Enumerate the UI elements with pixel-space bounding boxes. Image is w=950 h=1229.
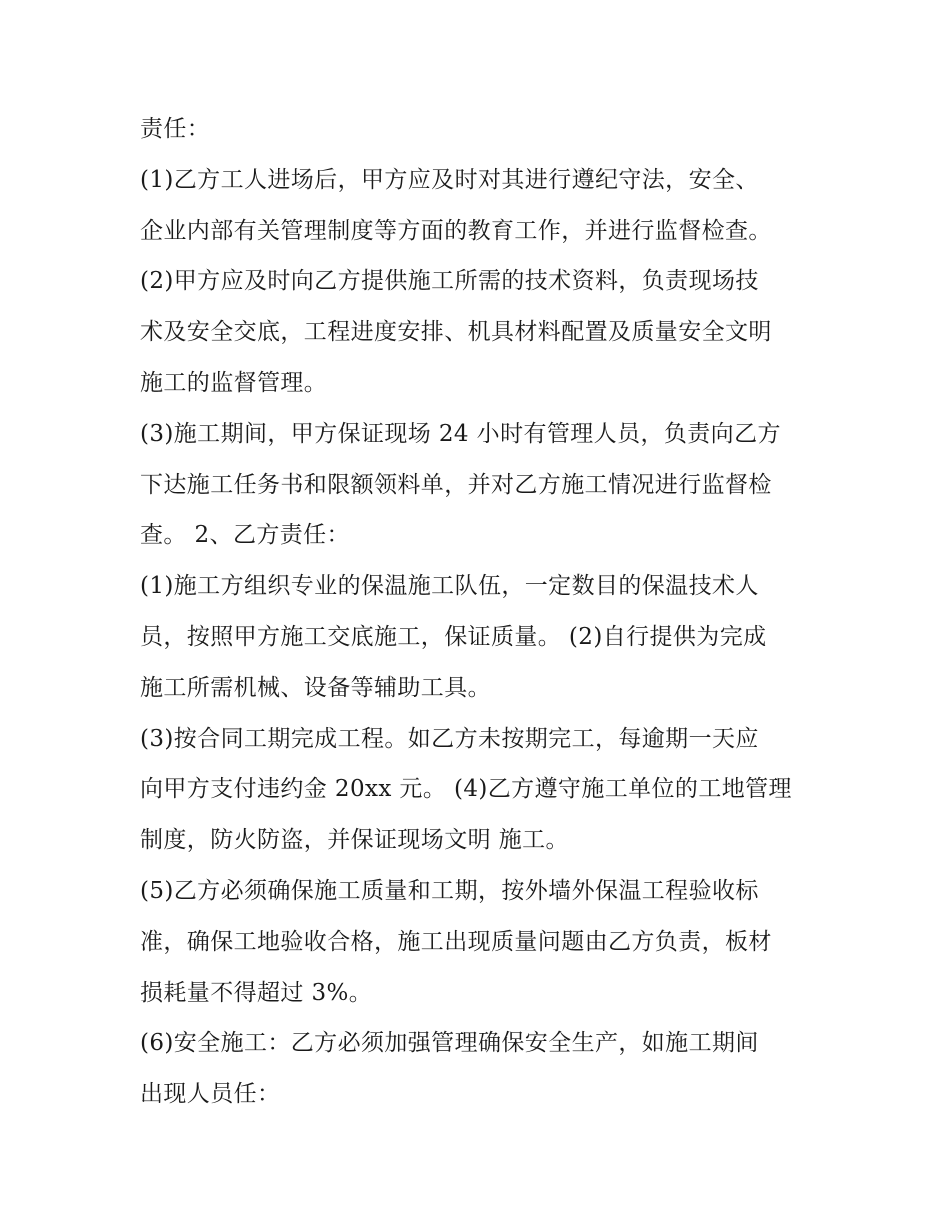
text-line: (3)按合同工期完成工程。如乙方未按期完工，每逾期一天应 [140,725,759,752]
text-line: 制度，防火防盗，并保证现场文明 施工。 [140,827,569,854]
text-line: 向甲方支付违约金 20xx 元。 (4)乙方遵守施工单位的工地管理 [140,776,792,803]
text-line: 员，按照甲方施工交底施工，保证质量。 (2)自行提供为完成 [140,623,767,650]
text-line: (6)安全施工：乙方必须加强管理确保安全生产，如施工期间 [140,1030,759,1057]
text-line: 查。 2、乙方责任： [140,522,350,549]
text-line: (1)乙方工人进场后，甲方应及时对其进行遵纪守法，安全、 [140,166,759,193]
text-line: 施工的监督管理。 [140,369,328,396]
text-line: (1)施工方组织专业的保温施工队伍，一定数目的保温技术人 [140,573,759,600]
text-line: (5)乙方必须确保施工质量和工期，按外墙外保温工程验收标 [140,877,759,904]
text-line: 施工所需机械、设备等辅助工具。 [140,674,491,701]
text-line: 准，确保工地验收合格，施工出现质量问题由乙方负责，板材 [140,928,772,955]
text-line: 损耗量不得超过 3%。 [140,979,373,1006]
text-line: 下达施工任务书和限额领料单，并对乙方施工情况进行监督检 [140,471,772,498]
text-line: 术及安全交底，工程进度安排、机具材料配置及质量安全文明 [140,319,772,346]
text-line: 企业内部有关管理制度等方面的教育工作，并进行监督检查。 [140,217,772,244]
text-line: (2)甲方应及时向乙方提供施工所需的技术资料，负责现场技 [140,268,759,295]
text-line: 出现人员任： [140,1081,281,1108]
document-body [140,104,830,1120]
text-line: 责任： [140,116,211,142]
text-line: (3)施工期间，甲方保证现场 24 小时有管理人员，负责向乙方 [140,420,781,447]
